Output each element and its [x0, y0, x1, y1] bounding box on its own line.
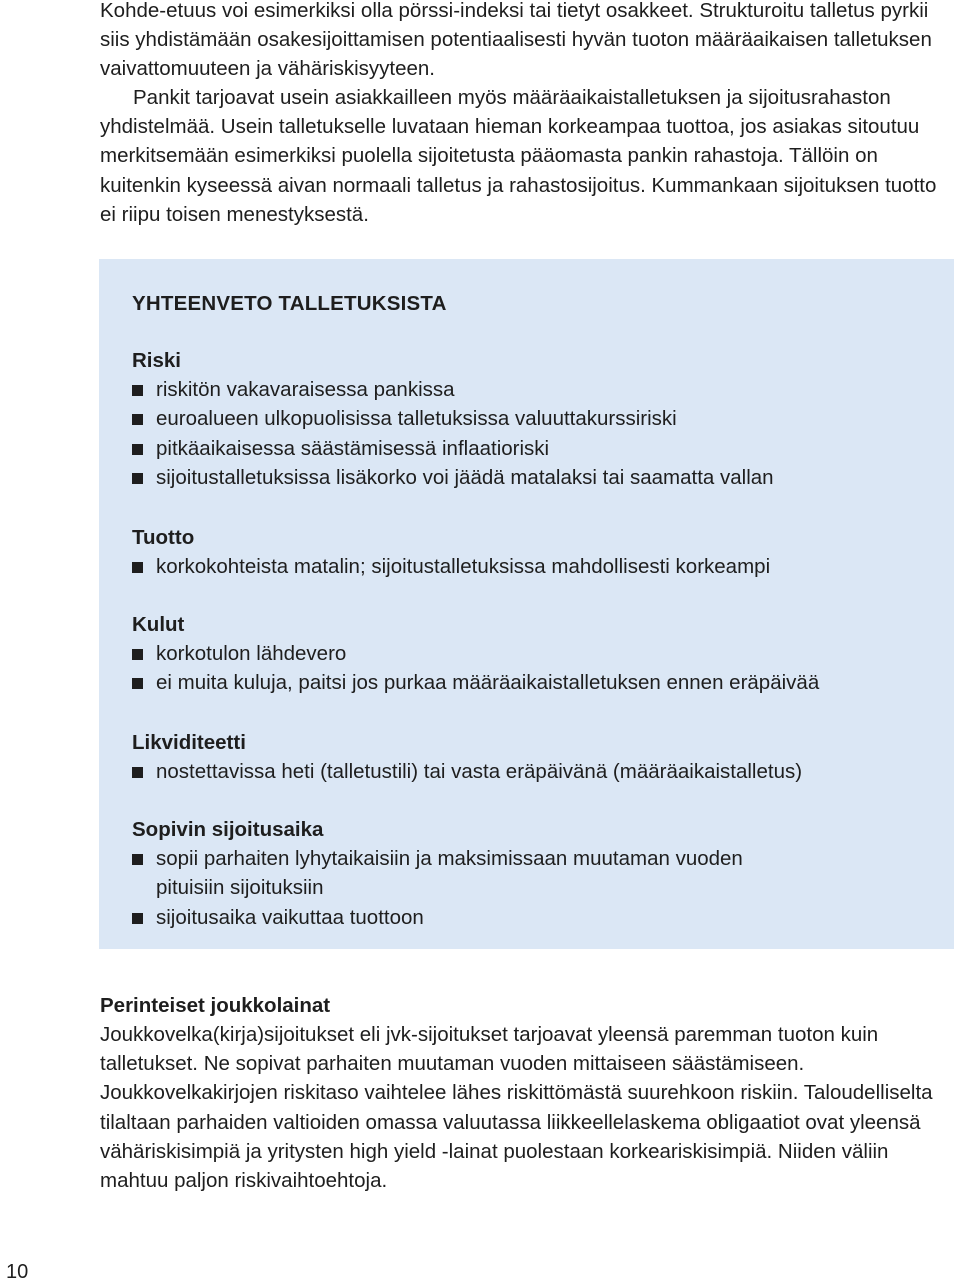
list-item: sijoitustalletuksissa lisäkorko voi jäädä matalaksi tai saamatta vallan [132, 463, 932, 492]
section-heading-joukkolainat: Perinteiset joukkolainat [100, 994, 331, 1017]
square-bullet-icon [132, 562, 143, 573]
joukkolainat-paragraph: Joukkovelka(kirja)sijoitukset eli jvk-sijoitukset tarjoavat yleensä paremman tuoton kuin talletukset. Ne sopivat parhaiten muutaman vuoden mittaiseen säästämiseen. Joukkovelkakirjojen riskitaso vaihtelee lähes riskittömästä suurehkoon riskiin. Taloudelliselta tilaltaan parhaiden valtioiden omassa valuutassa liikkeellelaskema obligaatiot ovat yleensä vähäriskisimpiä ja yritysten high yield -lainat puolestaan korkeariskisimpiä. Niiden väliin mahtuu paljon riskivaihtoehtoja. [100, 1023, 933, 1193]
list-item: sijoitusaika vaikuttaa tuottoon [132, 903, 932, 932]
list-item: sopii parhaiten lyhytaikaisiin ja maksimissaan muutaman vuoden pituisiin sijoituksiin [132, 844, 796, 902]
list-item: riskitön vakavaraisessa pankissa [132, 375, 932, 404]
square-bullet-icon [132, 444, 143, 455]
page-number: 10 [6, 1261, 29, 1283]
summary-title: YHTEENVETO TALLETUKSISTA [132, 292, 447, 315]
costs-section [132, 610, 932, 698]
list-item: nostettavissa heti (talletustili) tai vasta eräpäivänä (määräaikaistalletus) [132, 757, 932, 786]
list-item: korkotulon lähdevero [132, 639, 932, 668]
risk-heading: Riski [132, 349, 181, 372]
square-bullet-icon [132, 649, 143, 660]
list-item: korkokohteista matalin; sijoitustalletuksissa mahdollisesti korkeampi [132, 552, 932, 581]
liquidity-heading: Likviditeetti [132, 731, 246, 754]
liquidity-section [132, 728, 932, 786]
horizon-heading: Sopivin sijoitusaika [132, 818, 324, 841]
square-bullet-icon [132, 473, 143, 484]
summary-box [99, 259, 954, 949]
intro-paragraph-2: Pankit tarjoavat usein asiakkailleen myös määräaikaistalletuksen ja sijoitusrahaston yhdistelmää. Usein talletukselle luvataan hieman korkeampaa tuottoa, jos asiakas sitoutuu merkitsemään esimerkiksi puolella sijoitetusta pääomasta pankin rahastoja. Tällöin on kuitenkin kyseessä aivan normaali talletus ja rahastosijoitus. Kummankaan sijoituksen tuotto ei riipu toisen menestyksestä. [100, 86, 937, 226]
square-bullet-icon [132, 414, 143, 425]
return-heading: Tuotto [132, 526, 195, 549]
square-bullet-icon [132, 385, 143, 396]
list-item: euroalueen ulkopuolisissa talletuksissa valuuttakurssiriski [132, 404, 932, 433]
intro-paragraph-1: Kohde-etuus voi esimerkiksi olla pörssi-indeksi tai tietyt osakkeet. Strukturoitu talletus pyrkii siis yhdistämään osakesijoittamisen potentiaalisesti hyvän tuoton määräaikaisen talletuksen vaivattomuuteen ja vähäriskisyyteen. [100, 0, 932, 81]
square-bullet-icon [132, 678, 143, 689]
costs-heading: Kulut [132, 613, 185, 636]
list-item: ei muita kuluja, paitsi jos purkaa määräaikaistalletuksen ennen eräpäivää [132, 668, 932, 697]
horizon-section [132, 815, 932, 932]
risk-section [132, 346, 932, 492]
square-bullet-icon [132, 913, 143, 924]
square-bullet-icon [132, 854, 143, 865]
square-bullet-icon [132, 767, 143, 778]
list-item: pitkäaikaisessa säästämisessä inflaatioriski [132, 434, 932, 463]
return-section [132, 523, 932, 581]
